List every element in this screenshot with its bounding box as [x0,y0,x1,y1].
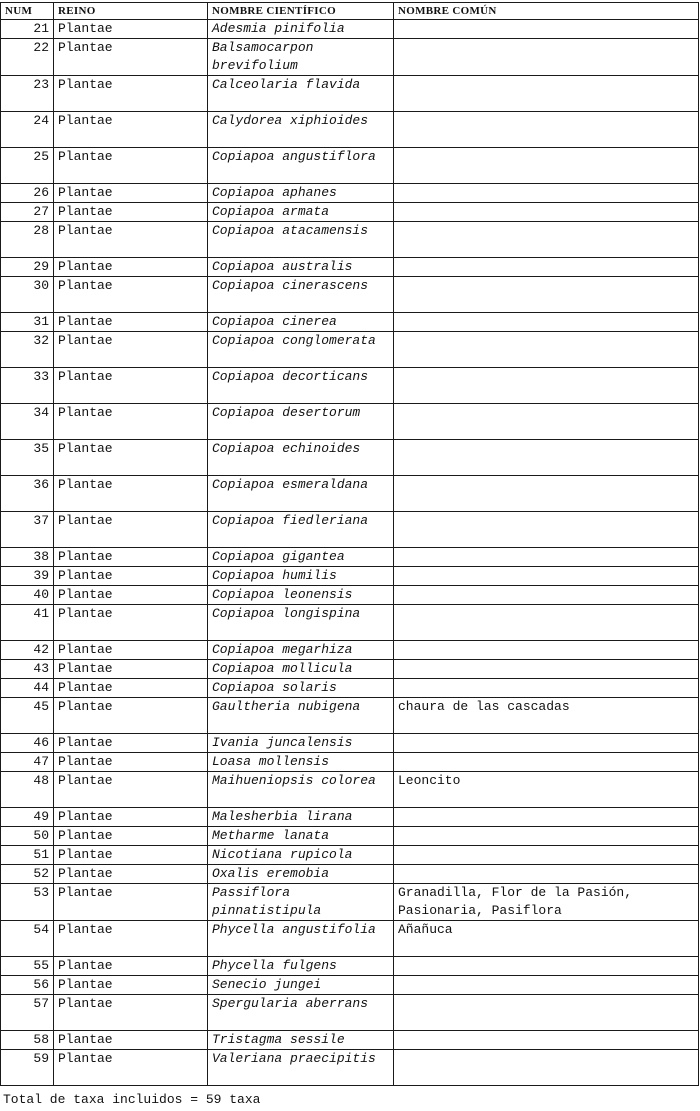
scientific-name-cell: Passiflora pinnatistipula [208,884,394,921]
common-name-cell [394,827,699,846]
num-cell: 53 [1,884,54,921]
table-row [1,512,699,548]
table-row [1,368,699,404]
reino-cell: Plantae [54,586,208,605]
table-row [1,884,699,921]
scientific-name-cell: Ivania juncalensis [208,734,394,753]
num-cell: 38 [1,548,54,567]
reino-cell: Plantae [54,808,208,827]
reino-cell: Plantae [54,921,208,957]
table-row [1,332,699,368]
common-name-cell: Leoncito [394,772,699,808]
common-name-cell [394,586,699,605]
reino-cell: Plantae [54,39,208,76]
scientific-name-cell: Copiapoa gigantea [208,548,394,567]
scientific-name-cell: Gaultheria nubigena [208,698,394,734]
common-name-cell [394,548,699,567]
table-row [1,148,699,184]
scientific-name-cell: Copiapoa conglomerata [208,332,394,368]
common-name-cell: Granadilla, Flor de la Pasión, Pasionaria, Pasiflora [394,884,699,921]
num-cell: 29 [1,258,54,277]
scientific-name-cell: Senecio jungei [208,976,394,995]
table-row [1,976,699,995]
table-row [1,1031,699,1050]
table-row [1,921,699,957]
reino-cell: Plantae [54,476,208,512]
reino-cell: Plantae [54,512,208,548]
scientific-name-cell: Copiapoa australis [208,258,394,277]
scientific-name-cell: Copiapoa esmeraldana [208,476,394,512]
num-cell: 59 [1,1050,54,1086]
table-row [1,698,699,734]
scientific-name-cell: Phycella fulgens [208,957,394,976]
num-cell: 49 [1,808,54,827]
num-cell: 55 [1,957,54,976]
table-header [1,3,699,20]
table-row [1,203,699,222]
scientific-name-cell: Metharme lanata [208,827,394,846]
scientific-name-cell: Copiapoa echinoides [208,440,394,476]
table-row [1,184,699,203]
common-name-cell [394,332,699,368]
num-cell: 44 [1,679,54,698]
table-row [1,277,699,313]
header-common-name: NOMBRE COMÚN [394,3,699,20]
num-cell: 42 [1,641,54,660]
reino-cell: Plantae [54,258,208,277]
num-cell: 47 [1,753,54,772]
table-row [1,679,699,698]
common-name-cell [394,20,699,39]
table-row [1,404,699,440]
scientific-name-cell: Copiapoa mollicula [208,660,394,679]
scientific-name-cell: Valeriana praecipitis [208,1050,394,1086]
reino-cell: Plantae [54,203,208,222]
reino-cell: Plantae [54,1050,208,1086]
num-cell: 35 [1,440,54,476]
table-row [1,313,699,332]
reino-cell: Plantae [54,332,208,368]
common-name-cell [394,1050,699,1086]
reino-cell: Plantae [54,76,208,112]
table-row [1,548,699,567]
scientific-name-cell: Copiapoa angustiflora [208,148,394,184]
table-row [1,995,699,1031]
num-cell: 52 [1,865,54,884]
common-name-cell [394,258,699,277]
table-row [1,1050,699,1086]
common-name-cell [394,734,699,753]
num-cell: 34 [1,404,54,440]
reino-cell: Plantae [54,548,208,567]
scientific-name-cell: Copiapoa cinerea [208,313,394,332]
num-cell: 50 [1,827,54,846]
reino-cell: Plantae [54,827,208,846]
common-name-cell [394,76,699,112]
scientific-name-cell: Calceolaria flavida [208,76,394,112]
reino-cell: Plantae [54,440,208,476]
num-cell: 40 [1,586,54,605]
reino-cell: Plantae [54,976,208,995]
reino-cell: Plantae [54,20,208,39]
table-row [1,567,699,586]
header-scientific-name: NOMBRE CIENTÍFICO [208,3,394,20]
common-name-cell [394,222,699,258]
common-name-cell [394,679,699,698]
num-cell: 51 [1,846,54,865]
scientific-name-cell: Copiapoa desertorum [208,404,394,440]
num-cell: 39 [1,567,54,586]
num-cell: 25 [1,148,54,184]
num-cell: 23 [1,76,54,112]
scientific-name-cell: Copiapoa armata [208,203,394,222]
scientific-name-cell: Copiapoa fiedleriana [208,512,394,548]
num-cell: 27 [1,203,54,222]
scientific-name-cell: Maihueniopsis colorea [208,772,394,808]
common-name-cell [394,404,699,440]
table-row [1,76,699,112]
scientific-name-cell: Tristagma sessile [208,1031,394,1050]
num-cell: 41 [1,605,54,641]
table-row [1,865,699,884]
table-row [1,772,699,808]
table-row [1,808,699,827]
reino-cell: Plantae [54,368,208,404]
common-name-cell [394,957,699,976]
num-cell: 54 [1,921,54,957]
common-name-cell [394,605,699,641]
common-name-cell: chaura de las cascadas [394,698,699,734]
reino-cell: Plantae [54,753,208,772]
num-cell: 46 [1,734,54,753]
scientific-name-cell: Oxalis eremobia [208,865,394,884]
table-row [1,222,699,258]
common-name-cell [394,846,699,865]
common-name-cell [394,660,699,679]
num-cell: 32 [1,332,54,368]
scientific-name-cell: Copiapoa atacamensis [208,222,394,258]
taxa-table [0,2,699,1086]
table-row [1,641,699,660]
total-taxa-line: Total de taxa incluidos = 59 taxa [3,1092,261,1107]
num-cell: 26 [1,184,54,203]
scientific-name-cell: Balsamocarpon brevifolium [208,39,394,76]
common-name-cell [394,39,699,76]
reino-cell: Plantae [54,734,208,753]
common-name-cell [394,865,699,884]
table-row [1,660,699,679]
num-cell: 58 [1,1031,54,1050]
table-row [1,957,699,976]
table-row [1,440,699,476]
table-row [1,586,699,605]
common-name-cell [394,368,699,404]
header-reino: REINO [54,3,208,20]
reino-cell: Plantae [54,1031,208,1050]
scientific-name-cell: Malesherbia lirana [208,808,394,827]
num-cell: 45 [1,698,54,734]
reino-cell: Plantae [54,884,208,921]
scientific-name-cell: Copiapoa aphanes [208,184,394,203]
scientific-name-cell: Adesmia pinifolia [208,20,394,39]
reino-cell: Plantae [54,846,208,865]
common-name-cell [394,512,699,548]
table-row [1,476,699,512]
table-row [1,846,699,865]
table-body [1,20,699,1086]
common-name-cell [394,313,699,332]
num-cell: 56 [1,976,54,995]
num-cell: 48 [1,772,54,808]
num-cell: 36 [1,476,54,512]
num-cell: 28 [1,222,54,258]
common-name-cell [394,567,699,586]
num-cell: 33 [1,368,54,404]
table-row [1,39,699,76]
common-name-cell [394,277,699,313]
reino-cell: Plantae [54,865,208,884]
common-name-cell [394,753,699,772]
scientific-name-cell: Copiapoa longispina [208,605,394,641]
num-cell: 24 [1,112,54,148]
num-cell: 22 [1,39,54,76]
common-name-cell [394,148,699,184]
common-name-cell [394,1031,699,1050]
scientific-name-cell: Copiapoa humilis [208,567,394,586]
scientific-name-cell: Copiapoa cinerascens [208,277,394,313]
reino-cell: Plantae [54,957,208,976]
num-cell: 31 [1,313,54,332]
reino-cell: Plantae [54,660,208,679]
common-name-cell [394,995,699,1031]
scientific-name-cell: Copiapoa leonensis [208,586,394,605]
table-row [1,605,699,641]
common-name-cell: Añañuca [394,921,699,957]
common-name-cell [394,112,699,148]
common-name-cell [394,440,699,476]
common-name-cell [394,203,699,222]
num-cell: 43 [1,660,54,679]
num-cell: 37 [1,512,54,548]
reino-cell: Plantae [54,698,208,734]
reino-cell: Plantae [54,995,208,1031]
num-cell: 57 [1,995,54,1031]
scientific-name-cell: Copiapoa megarhiza [208,641,394,660]
reino-cell: Plantae [54,222,208,258]
common-name-cell [394,976,699,995]
common-name-cell [394,641,699,660]
reino-cell: Plantae [54,641,208,660]
reino-cell: Plantae [54,112,208,148]
table-row [1,827,699,846]
scientific-name-cell: Phycella angustifolia [208,921,394,957]
scientific-name-cell: Spergularia aberrans [208,995,394,1031]
scientific-name-cell: Loasa mollensis [208,753,394,772]
scientific-name-cell: Copiapoa decorticans [208,368,394,404]
num-cell: 21 [1,20,54,39]
reino-cell: Plantae [54,605,208,641]
scientific-name-cell: Copiapoa solaris [208,679,394,698]
table-row [1,753,699,772]
scientific-name-cell: Calydorea xiphioides [208,112,394,148]
table-row [1,734,699,753]
num-cell: 30 [1,277,54,313]
header-row [1,3,699,20]
header-num: NUM [1,3,54,20]
reino-cell: Plantae [54,772,208,808]
table-row [1,258,699,277]
reino-cell: Plantae [54,313,208,332]
reino-cell: Plantae [54,404,208,440]
reino-cell: Plantae [54,184,208,203]
reino-cell: Plantae [54,679,208,698]
reino-cell: Plantae [54,567,208,586]
scientific-name-cell: Nicotiana rupicola [208,846,394,865]
table-row [1,112,699,148]
table-row [1,20,699,39]
common-name-cell [394,808,699,827]
reino-cell: Plantae [54,148,208,184]
common-name-cell [394,476,699,512]
common-name-cell [394,184,699,203]
reino-cell: Plantae [54,277,208,313]
